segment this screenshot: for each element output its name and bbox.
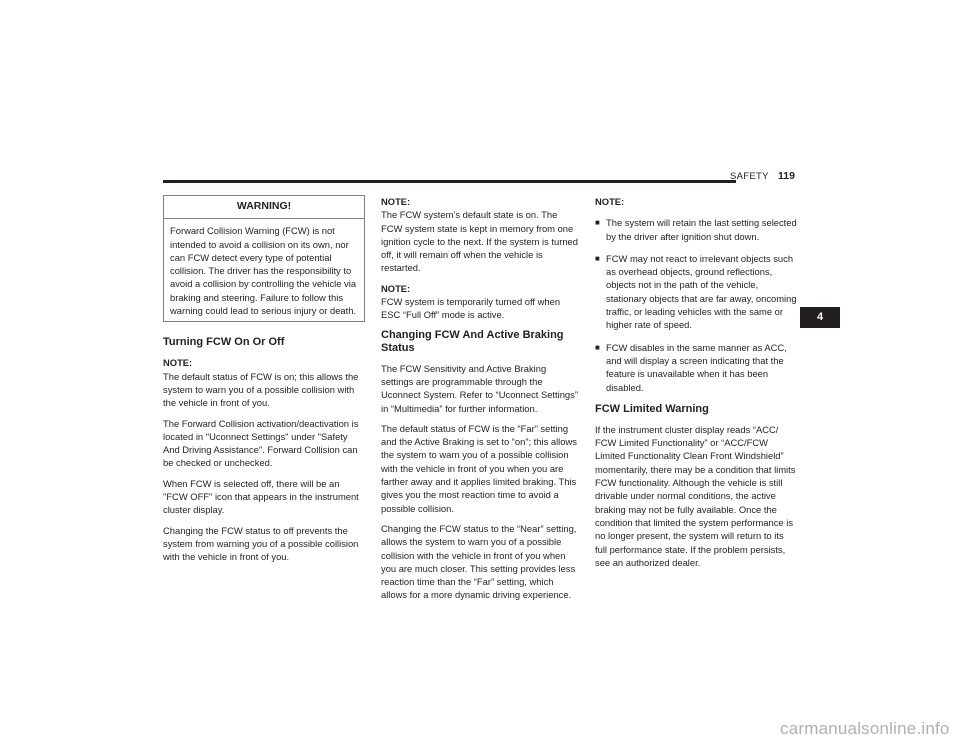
warning-text: Forward Collision Warning (FCW) is not intended to avoid a collision on its own, nor can FCW detect every type of potential collision. The driver has the responsibility to avoid a collision by controlling the vehicle via braking and steering. Failure to follow this warning could lead to serious injury or death. bbox=[170, 225, 357, 317]
paragraph: The FCW Sensitivity and Active Braking settings are programmable through the Uconnect System. Refer to “Uconnect Settings” in “Multimedia” for further information. bbox=[381, 362, 578, 414]
paragraph: Changing the FCW status to off prevents the system from warning you of a possible collision with the vehicle in front of you. bbox=[163, 524, 359, 563]
list-item bbox=[595, 216, 797, 243]
list-item bbox=[595, 252, 797, 332]
column-2 bbox=[381, 195, 579, 609]
note-label: NOTE: bbox=[163, 357, 193, 369]
note-label: NOTE: bbox=[381, 282, 411, 294]
warning-box bbox=[163, 195, 365, 322]
paragraph: Changing the FCW status to the “Near” setting, allows the system to warn you of a possible collision with the vehicle in front of you when you are much closer. This setting provides less reaction time than the “Far” setting, which allows for a more dynamic driving experience. bbox=[381, 522, 577, 601]
heading-turning-fcw: Turning FCW On Or Off bbox=[163, 336, 285, 349]
note-text: The FCW system’s default state is on. The FCW system state is kept in memory from one ignition cycle to the next. If the system is turned off, it will remain off when the vehicle is restarted. bbox=[381, 209, 578, 274]
column-3 bbox=[595, 195, 797, 576]
note bbox=[381, 282, 579, 322]
section-title: SAFETY bbox=[730, 171, 769, 182]
chapter-tab: 4 bbox=[800, 307, 840, 328]
list-item bbox=[595, 341, 797, 394]
square-bullet-icon: ■ bbox=[595, 218, 600, 228]
column-1 bbox=[163, 195, 365, 571]
note-label: NOTE: bbox=[595, 196, 625, 207]
note-text: The default status of FCW is on; this allows the system to warn you of a possible collision with the vehicle in front of you. bbox=[163, 370, 359, 409]
note bbox=[163, 356, 365, 409]
square-bullet-icon: ■ bbox=[595, 253, 600, 263]
warning-title: WARNING! bbox=[164, 196, 364, 219]
header-rule bbox=[163, 180, 736, 183]
page-number: 119 bbox=[778, 170, 795, 182]
square-bullet-icon: ■ bbox=[595, 342, 600, 352]
heading-changing-fcw: Changing FCW And Active Braking Status bbox=[381, 328, 564, 354]
note bbox=[381, 195, 579, 275]
paragraph: If the instrument cluster display reads “ACC/ FCW Limited Functionality” or “ACC/FCW Limited Functionality Clean Front Windshield” momentarily, there may be a condition that limits FCW functionality. Although the vehicle is still drivable under normal conditions, the active braking may not be fully available. Once the condition that limited the system performance is no longer present, the system will return to its full performance state. If the problem persists, see an authorized dealer. bbox=[595, 423, 796, 568]
heading-fcw-limited: FCW Limited Warning bbox=[595, 402, 709, 415]
note-label: NOTE: bbox=[381, 196, 411, 207]
paragraph: The Forward Collision activation/deactivation is located in "Uconnect Settings" under "Safety And Driving Assistance". Forward Collision can be checked or unchecked. bbox=[163, 417, 359, 469]
list-item-text: FCW may not react to irrelevant objects such as overhead objects, ground reflections, objects not in the path of the vehicle, stationary objects that are far away, oncoming traffic, or leading vehicles with the same or higher rate of speed. bbox=[606, 252, 797, 331]
list-item-text: FCW disables in the same manner as ACC, and will display a screen indicating that the feature is unavailable when it has been disabled. bbox=[606, 341, 787, 393]
paragraph: When FCW is selected off, there will be an "FCW OFF" icon that appears in the instrument cluster display. bbox=[163, 477, 359, 516]
bullet-list bbox=[595, 216, 797, 394]
paragraph: The default status of FCW is the “Far” setting and the Active Braking is set to “on”; this allows the system to warn you of a possible collision with the vehicle in front of you when you are farther away and it applies limited braking. This gives you the most reaction time to avoid a possible collision. bbox=[381, 422, 577, 514]
list-item-text: The system will retain the last setting selected by the driver after ignition shut down. bbox=[606, 217, 797, 242]
note-text: FCW system is temporarily turned off when ESC “Full Off” mode is active. bbox=[381, 296, 561, 321]
watermark: carmanualsonline.info bbox=[780, 719, 950, 738]
